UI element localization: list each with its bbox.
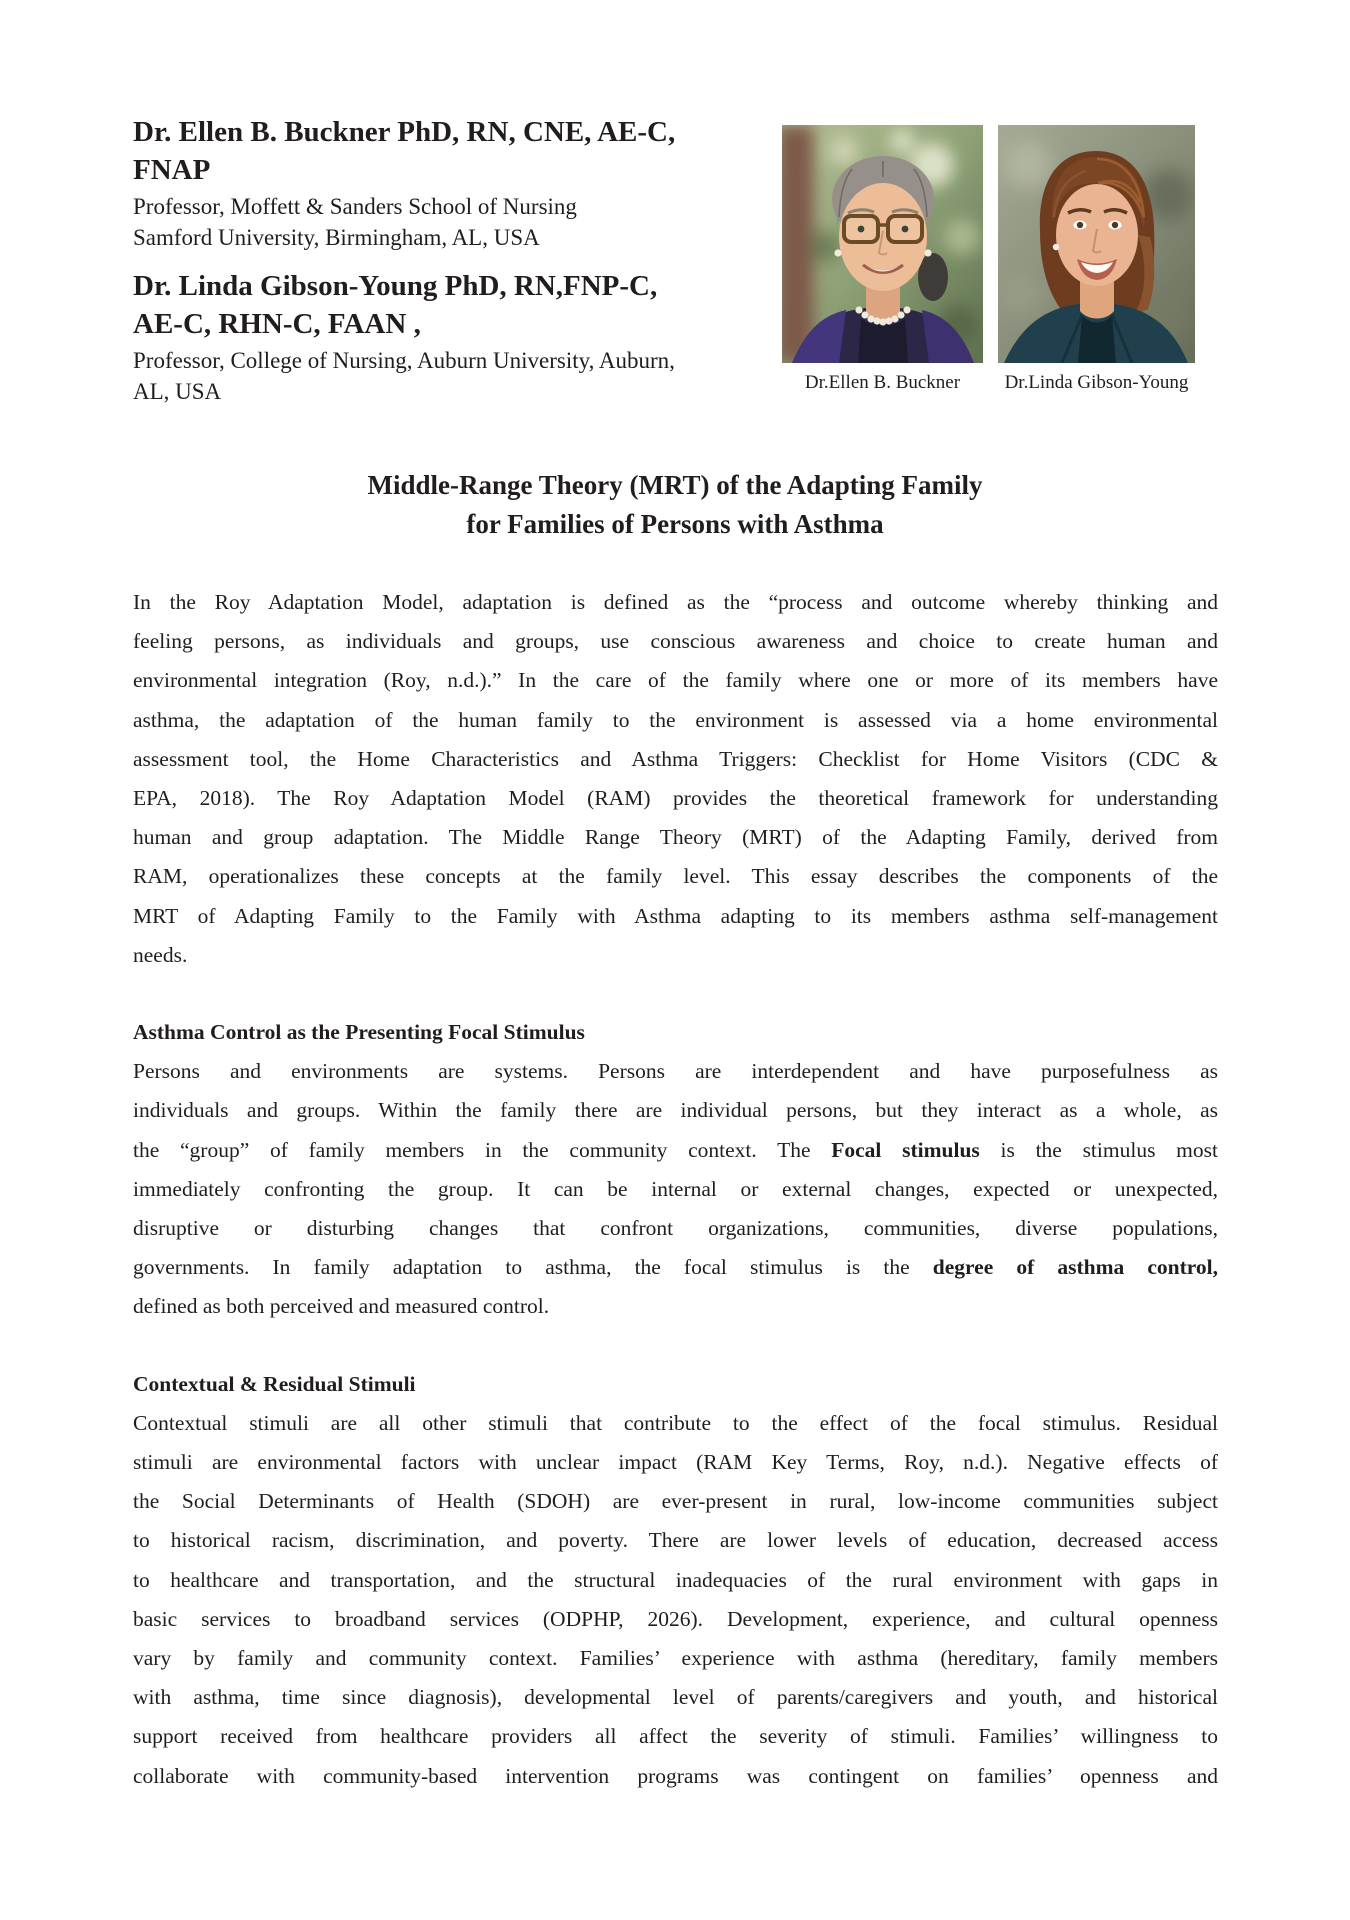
author-1-name-line-2: FNAP <box>133 154 211 186</box>
body-line: assessment tool, the Home Characteristics and Asthma Triggers: Checklist for Home Visitors (CDC & <box>133 746 1218 771</box>
photo-caption-linda-gibson-young: Dr.Linda Gibson-Young <box>1004 372 1189 393</box>
body-line: In the Roy Adaptation Model, adaptation is defined as the “process and outcome whereby thinking and <box>133 590 1218 614</box>
section-heading-contextual-residual: Contextual & Residual Stimuli <box>133 1371 416 1396</box>
body-line: RAM, operationalizes these concepts at the family level. This essay describes the components of the <box>133 864 1218 889</box>
body-line: governments. In family adaptation to asthma, the focal stimulus is the degree of asthma control, <box>133 1255 1218 1280</box>
author-2 <box>133 267 778 407</box>
body-line: basic services to broadband services (ODPHP, 2026). Development, experience, and cultural openness <box>133 1606 1218 1631</box>
body-line: stimuli are environmental factors with unclear impact (RAM Key Terms, Roy, n.d.). Negative effects of <box>133 1450 1218 1475</box>
body-line: asthma, the adaptation of the human family to the environment is assessed via a home environmental <box>133 707 1218 732</box>
body-line: Persons and environments are systems. Persons are interdependent and have purposefulness as <box>133 1059 1218 1084</box>
author-2-affiliation-line-1: Professor, College of Nursing, Auburn University, Auburn, <box>133 348 675 373</box>
body-line: vary by family and community context. Families’ experience with asthma (hereditary, family members <box>133 1646 1218 1671</box>
figure-linda-gibson-young <box>998 125 1195 396</box>
author-1-affiliation-line-1: Professor, Moffett & Sanders School of Nursing <box>133 194 577 219</box>
author-2-affiliation-line-2: AL, USA <box>133 379 222 404</box>
section-contextual-residual-stimuli <box>133 1365 1218 1796</box>
body-line: disruptive or disturbing changes that confront organizations, communities, diverse populations, <box>133 1216 1218 1241</box>
body-line: EPA, 2018). The Roy Adaptation Model (RAM) provides the theoretical framework for understanding <box>133 786 1218 811</box>
body-line: human and group adaptation. The Middle Range Theory (MRT) of the Adapting Family, derived from <box>133 825 1218 850</box>
body-line: the “group” of family members in the community context. The Focal stimulus is the stimulus most <box>133 1137 1218 1162</box>
author-header <box>133 113 778 421</box>
article-title-line-2: for Families of Persons with Asthma <box>466 509 884 539</box>
photo-caption-ellen-buckner: Dr.Ellen B. Buckner <box>804 372 961 393</box>
body-line: environmental integration (Roy, n.d.).” In the care of the family where one or more of its members have <box>133 668 1218 693</box>
author-2-name-line-1: Dr. Linda Gibson-Young PhD, RN,FNP-C, <box>133 270 658 302</box>
article-title-line-1: Middle-Range Theory (MRT) of the Adapting Family <box>367 470 983 500</box>
body-line: support received from healthcare providers all affect the severity of stimuli. Families’ willingness to <box>133 1724 1218 1749</box>
body-line: feeling persons, as individuals and groups, use conscious awareness and choice to create human and <box>133 629 1218 654</box>
body-line: defined as both perceived and measured control. <box>133 1294 550 1319</box>
intro-paragraph <box>133 583 1218 975</box>
author-2-name-line-2: AE-C, RHN-C, FAAN , <box>133 308 421 340</box>
author-1 <box>133 113 778 253</box>
body-line: MRT of Adapting Family to the Family with Asthma adapting to its members asthma self-management <box>133 903 1218 928</box>
body-line: to historical racism, discrimination, and poverty. There are lower levels of education, decreased access <box>133 1528 1218 1553</box>
body-line: with asthma, time since diagnosis), developmental level of parents/caregivers and youth, and historical <box>133 1685 1218 1710</box>
body-line: to healthcare and transportation, and the structural inadequacies of the rural environment with gaps in <box>133 1567 1218 1592</box>
body-line: the Social Determinants of Health (SDOH) are ever-present in rural, low-income communities subject <box>133 1489 1218 1514</box>
author-1-name-line-1: Dr. Ellen B. Buckner PhD, RN, CNE, AE-C, <box>133 116 676 148</box>
body-line: individuals and groups. Within the family there are individual persons, but they interact as a whole, as <box>133 1098 1218 1123</box>
body-line: immediately confronting the group. It can be internal or external changes, expected or unexpected, <box>133 1176 1218 1201</box>
section-heading-focal-stimulus: Asthma Control as the Presenting Focal Stimulus <box>133 1020 585 1045</box>
author-1-affiliation-line-2: Samford University, Birmingham, AL, USA <box>133 225 540 250</box>
author-photo-ellen-buckner <box>782 125 983 363</box>
article-body <box>133 583 1218 1796</box>
article-title <box>0 466 1350 544</box>
author-photo-linda-gibson-young <box>998 125 1195 363</box>
body-line: needs. <box>133 942 188 967</box>
body-line: Contextual stimuli are all other stimuli that contribute to the effect of the focal stimulus. Residual <box>133 1410 1218 1435</box>
section-focal-stimulus <box>133 1013 1218 1327</box>
body-line: collaborate with community-based intervention programs was contingent on families’ openness and <box>133 1763 1218 1788</box>
figure-ellen-buckner <box>782 125 983 396</box>
